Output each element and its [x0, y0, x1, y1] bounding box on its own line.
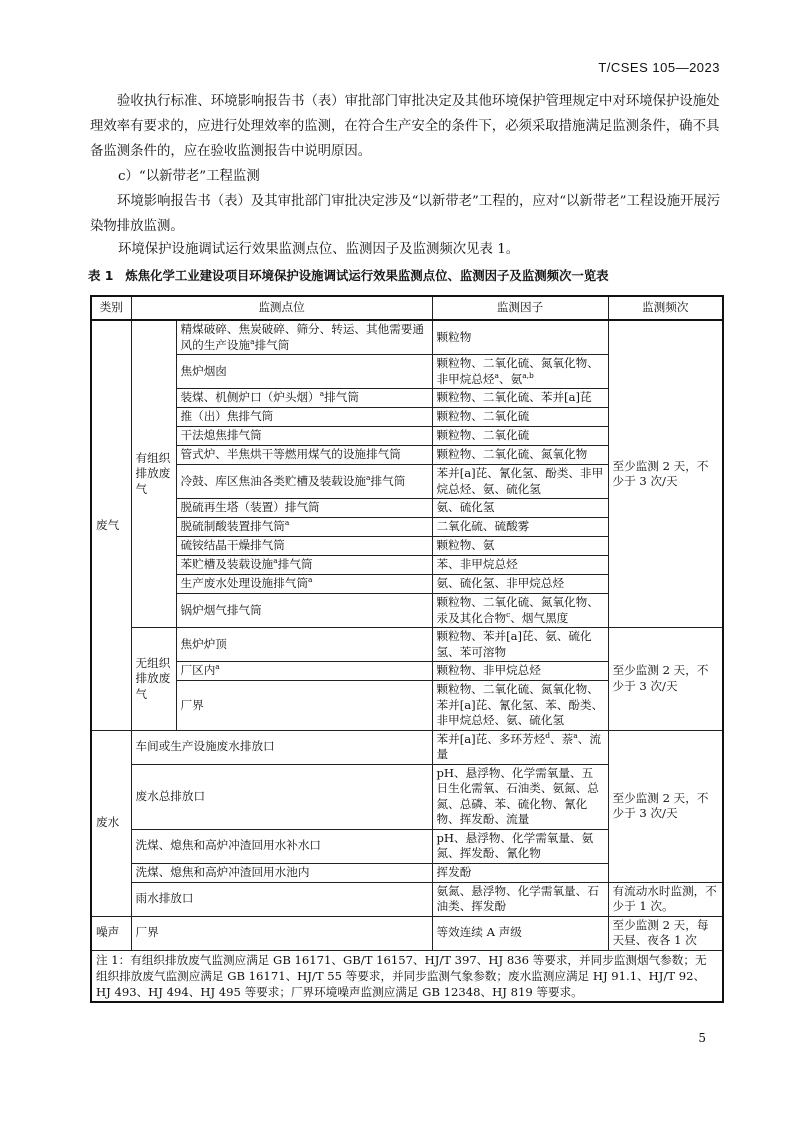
freq-water: 至少监测 2 天，不少于 3 次/天	[608, 730, 723, 882]
factor-cell: 苯并[a]芘、氰化氢、酚类、非甲烷总烃、氨、硫化氢	[432, 465, 608, 499]
factor-cell: 氨、硫化氢、非甲烷总烃	[432, 575, 608, 594]
category-gas: 废气	[91, 320, 131, 730]
factor-cell: 颗粒物、二氧化硫	[432, 408, 608, 427]
standard-code: T/CSES 105—2023	[598, 60, 720, 75]
location-cell: 洗煤、熄焦和高炉冲渣回用水池内	[131, 863, 432, 882]
table-note: 注 1：有组织排放废气监测应满足 GB 16171、GB/T 16157、HJ/T 397、HJ 836 等要求，并同步监测烟气参数；无组织排放废气监测应满足 GB 16171、HJ/T 55 等要求，并同步监测气象参数；废水监测应满足 HJ 91.1、HJ/T 92、HJ 493、HJ 494、HJ 495 等要求；厂界环境噪声监测应满足 GB 12348、HJ 819 等要求。	[91, 950, 723, 1002]
factor-cell: 等效连续 A 声级	[432, 916, 608, 950]
factor-cell: 颗粒物、二氧化硫、氮氧化物、非甲烷总烃$^a$、氨$^{a,b}$	[432, 355, 608, 389]
location-cell: 洗煤、熄焦和高炉冲渣回用水补水口	[131, 829, 432, 863]
paragraph-table-ref: 环境保护设施调试运行效果监测点位、监测因子及监测频次见表 1。	[118, 242, 520, 257]
location-cell: 生产废水处理设施排气筒$^a$	[176, 575, 432, 594]
header-factor: 监测因子	[432, 296, 608, 320]
factor-cell: 挥发酚	[432, 863, 608, 882]
subcategory-unorganized: 无组织排放废气	[131, 628, 176, 731]
subcategory-organized: 有组织排放废气	[131, 320, 176, 628]
paragraph-efficiency: 验收执行标准、环境影响报告书（表）审批部门审批决定及其他环境保护管理规定中对环境保护设施处理效率有要求的，应进行处理效率的监测，在符合生产安全的条件下，必须采取措施满足监测条件，确不具备监测条件的，应在验收监测报告中说明原因。	[90, 94, 720, 159]
factor-cell: 苯、非甲烷总烃	[432, 556, 608, 575]
location-cell: 雨水排放口	[131, 882, 432, 916]
paragraph-heading-c: c）“以新带老”工程监测	[118, 169, 260, 184]
paragraph-new-old: 环境影响报告书（表）及其审批部门审批决定涉及“以新带老”工程的，应对“以新带老”工程设施开展污染物排放监测。	[90, 194, 721, 234]
factor-cell: 颗粒物	[432, 320, 608, 355]
location-cell: 车间或生产设施废水排放口	[131, 730, 432, 764]
factor-cell: 苯并[a]芘、多环芳烃$^d$、萘$^a$、流量	[432, 730, 608, 764]
freq-rain: 有流动水时监测，不少于 1 次。	[608, 882, 723, 916]
location-cell: 厂界	[131, 916, 432, 950]
factor-cell: 颗粒物、苯并[a]芘、氨、硫化氢、苯可溶物	[432, 628, 608, 662]
location-cell: 厂界	[176, 681, 432, 731]
location-cell: 冷鼓、库区焦油各类贮槽及装载设施$^a$排气筒	[176, 465, 432, 499]
header-category: 类别	[91, 296, 131, 320]
factor-cell: pH、悬浮物、化学需氧量、五日生化需氧、石油类、氨氮、总氮、总磷、苯、硫化物、氰化物、挥发酚、流量	[432, 764, 608, 829]
factor-cell: 氨氮、悬浮物、化学需氧量、石油类、挥发酚	[432, 882, 608, 916]
location-cell: 脱硫制酸装置排气筒$^a$	[176, 518, 432, 537]
factor-cell: 颗粒物、非甲烷总烃	[432, 662, 608, 681]
category-noise: 噪声	[91, 916, 131, 950]
freq-noise: 至少监测 2 天，每天昼、夜各 1 次	[608, 916, 723, 950]
page-number: 5	[698, 1031, 706, 1045]
factor-cell: 颗粒物、氨	[432, 537, 608, 556]
header-location: 监测点位	[131, 296, 432, 320]
location-cell: 苯贮槽及装载设施$^a$排气筒	[176, 556, 432, 575]
factor-cell: 颗粒物、二氧化硫	[432, 427, 608, 446]
table-caption	[88, 266, 728, 284]
header-freq: 监测频次	[608, 296, 723, 320]
location-cell: 管式炉、半焦烘干等燃用煤气的设施排气筒	[176, 446, 432, 465]
location-cell: 推（出）焦排气筒	[176, 408, 432, 427]
location-cell: 锅炉烟气排气筒	[176, 594, 432, 628]
factor-cell: 颗粒物、二氧化硫、苯并[a]芘	[432, 389, 608, 408]
location-cell: 精煤破碎、焦炭破碎、筛分、转运、其他需要通风的生产设施$^a$排气筒	[176, 320, 432, 355]
freq-unorganized: 至少监测 2 天，不少于 3 次/天	[608, 628, 723, 731]
category-water: 废水	[91, 730, 131, 916]
factor-cell: 颗粒物、二氧化硫、氮氧化物、汞及其化合物$^c$、烟气黑度	[432, 594, 608, 628]
location-cell: 废水总排放口	[131, 764, 432, 829]
location-cell: 焦炉炉顶	[176, 628, 432, 662]
freq-organized: 至少监测 2 天，不少于 3 次/天	[608, 320, 723, 628]
factor-cell: 颗粒物、二氧化硫、氮氧化物、苯并[a]芘、氰化氢、苯、酚类、非甲烷总烃、氨、硫化氢	[432, 681, 608, 731]
table-caption-text: 炼焦化学工业建设项目环境保护设施调试运行效果监测点位、监测因子及监测频次一览表	[125, 268, 609, 283]
location-cell: 装煤、机侧炉口（炉头烟）$^a$排气筒	[176, 389, 432, 408]
location-cell: 脱硫再生塔（装置）排气筒	[176, 499, 432, 518]
factor-cell: pH、悬浮物、化学需氧量、氨氮、挥发酚、氰化物	[432, 829, 608, 863]
location-cell: 焦炉烟囱	[176, 355, 432, 389]
factor-cell: 二氧化硫、硫酸雾	[432, 518, 608, 537]
factor-cell: 氨、硫化氢	[432, 499, 608, 518]
monitoring-table	[90, 295, 724, 1003]
location-cell: 干法熄焦排气筒	[176, 427, 432, 446]
location-cell: 硫铵结晶干燥排气筒	[176, 537, 432, 556]
location-cell: 厂区内$^a$	[176, 662, 432, 681]
table-caption-number: 表 1	[88, 268, 114, 283]
factor-cell: 颗粒物、二氧化硫、氮氧化物	[432, 446, 608, 465]
